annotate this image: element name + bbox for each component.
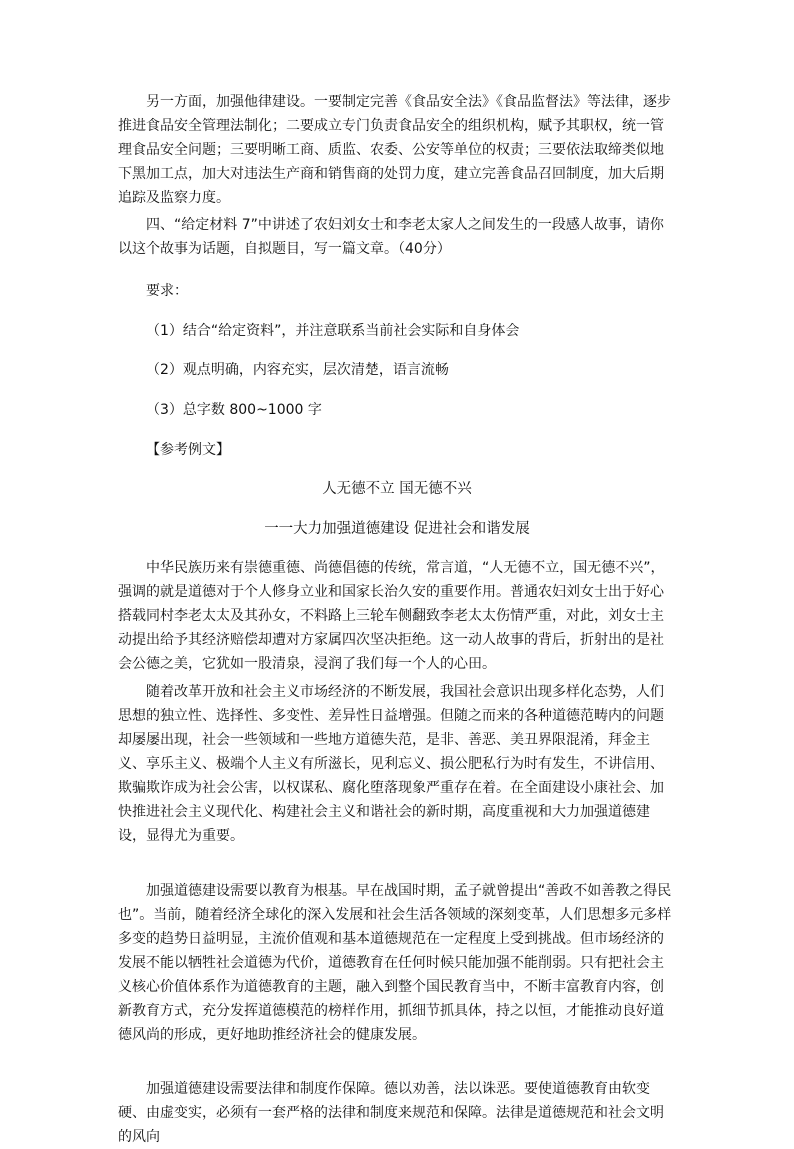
question-four: 四、“给定材料 7”中讲述了农妇刘女士和李老太家人之间发生的一段感人故事，请你以这个故事为话题，自拟题目，写一篇文章。（40分） <box>118 217 664 257</box>
essay-paragraph-2: 随着改革开放和社会主义市场经济的不断发展，我国社会意识出现多样化态势，人们思想的独立性、选择性、多变性、差异性日益增强。但随之而来的各种道德范畴内的问题却屡屡出现，社会一些领域和一些地方道德失范，是非、善恶、美丑界限混淆，拜金主义、享乐主义、极端个人主义有所滋长，见利忘义、损公肥私行为时有发生，不讲信用、欺骗欺诈成为社会公害，以权谋私、腐化堕落现象严重存在着。在全面建设小康社会、加快推进社会主义现代化、构建社会主义和谐社会的新时期，高度重视和大力加强道德建设，显得尤为重要。 <box>118 684 664 844</box>
requirement-3: （3）总字数 800~1000 字 <box>146 402 322 418</box>
essay-subtitle: 一一大力加强道德建设 促进社会和谐发展 <box>264 521 530 537</box>
essay-paragraph-1: 中华民族历来有崇德重德、尚德倡德的传统，常言道，“人无德不立，国无德不兴”，强调的就是道德对于个人修身立业和国家长治久安的重要作用。普通农妇刘女士出于好心搭载同村李老太太及其孙女，不料路上三轮车侧翻致李老太太伤情严重，对此，刘女士主动提出给予其经济赔偿却遭对方家属四次坚决拒绝。这一动人故事的背后，折射出的是社会公德之美，它犹如一股清泉，浸润了我们每一个人的心田。 <box>118 560 665 672</box>
requirement-2: （2）观点明确，内容充实，层次清楚，语言流畅 <box>146 362 449 378</box>
requirement-1: （1）结合“给定资料”，并注意联系当前社会实际和自身体会 <box>146 323 520 339</box>
essay-title: 人无德不立 国无德不兴 <box>322 481 472 497</box>
requirements-heading: 要求： <box>146 283 188 299</box>
reference-essay-label: 【参考例文】 <box>146 442 230 458</box>
essay-paragraph-4: 加强道德建设需要法律和制度作保障。德以劝善，法以诛恶。要使道德教育由软变硬、由虚变实，必须有一套严格的法律和制度来规范和保障。法律是道德规范和社会文明的风向 <box>118 1081 664 1145</box>
essay-paragraph-3: 加强道德建设需要以教育为根基。早在战国时期，孟子就曾提出“善政不如善教之得民也”。当前，随着经济全球化的深入发展和社会生活各领域的深刻变革，人们思想多元多样多变的趋势日益明显，主流价值观和基本道德规范在一定程度上受到挑战。但市场经济的发展不能以牺牲社会道德为代价，道德教育在任何时候只能加强不能削弱。只有把社会主义核心价值体系作为道德教育的主题，融入到整个国民教育当中，不断丰富教育内容，创新教育方式，充分发挥道德模范的榜样作用，抓细节抓具体，持之以恒，才能推动良好道德风尚的形成，更好地助推经济社会的健康发展。 <box>118 883 672 1043</box>
paragraph-self-discipline: 另一方面，加强他律建设。一要制定完善《食品安全法》《食品监督法》等法律，逐步推进食品安全管理法制化；二要成立专门负责食品安全的组织机构，赋予其职权，统一管理食品安全问题；三要明晰工商、质监、农委、公安等单位的权责；三要依法取缔类似地下黑加工点，加大对违法生产商和销售商的处罚力度，建立完善食品召回制度，加大后期追踪及监察力度。 <box>118 94 671 206</box>
